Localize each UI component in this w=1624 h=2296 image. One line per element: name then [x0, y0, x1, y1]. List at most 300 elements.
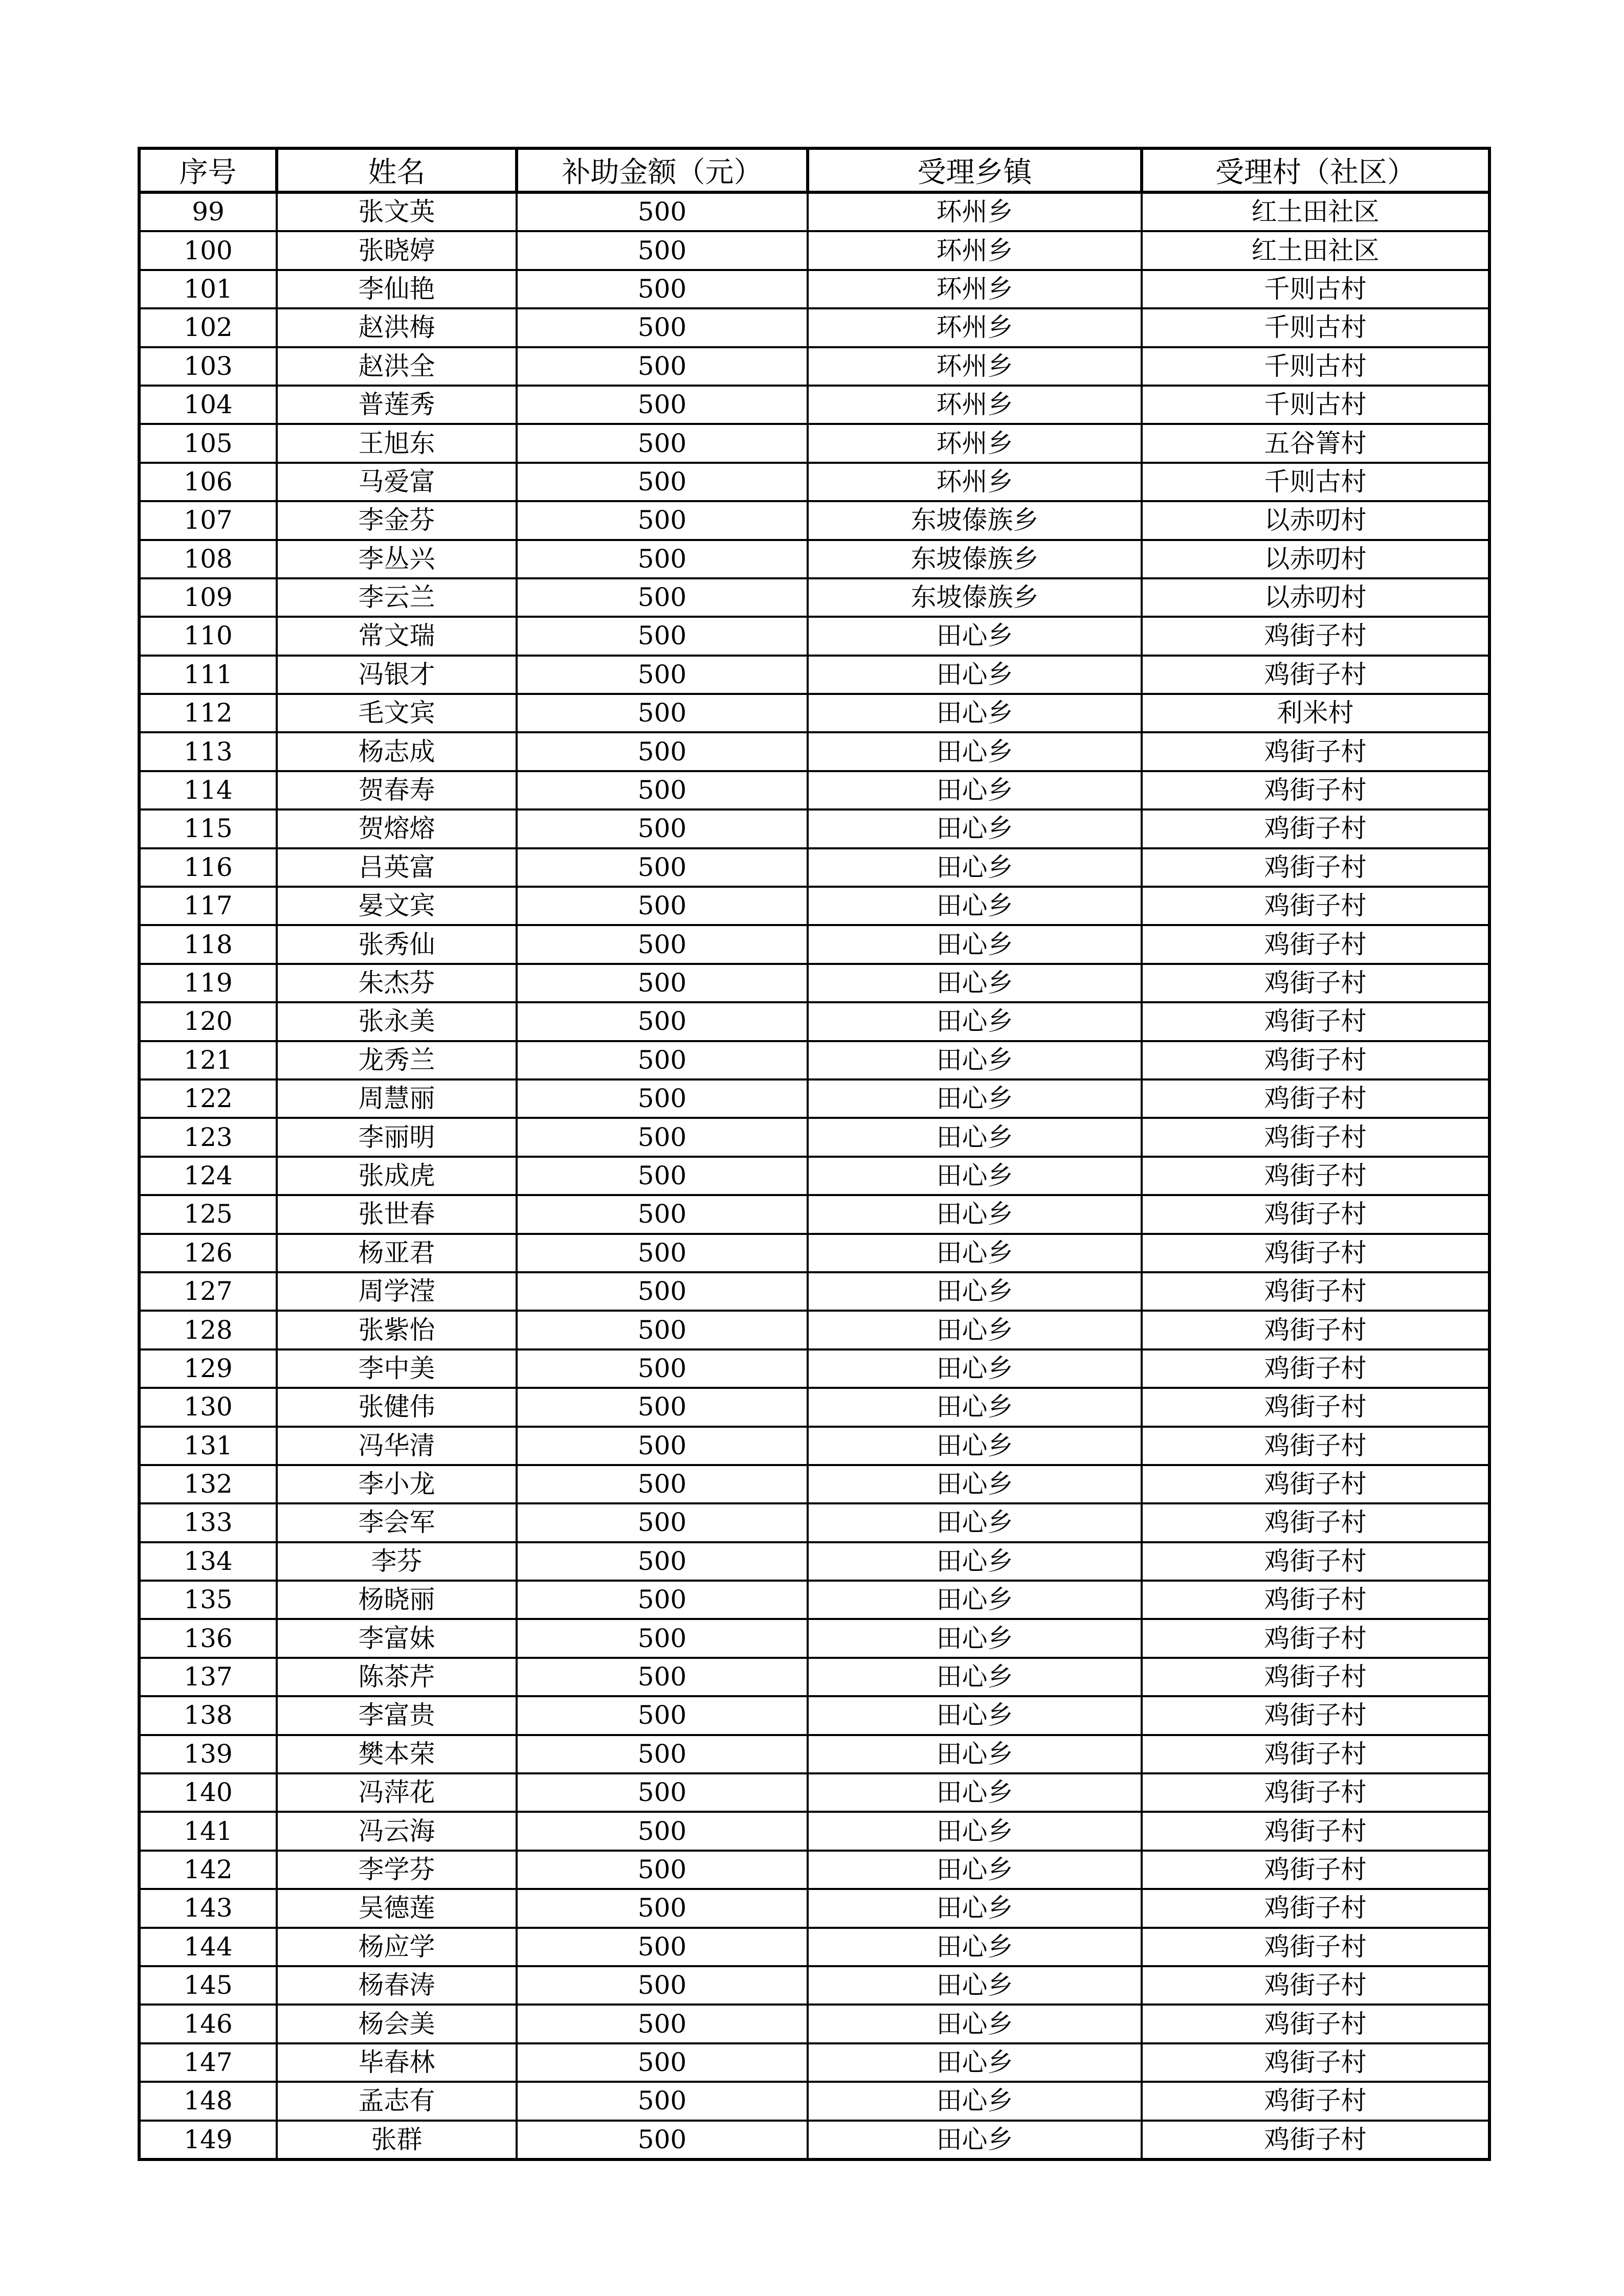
name-cell: 马爱富 [277, 463, 517, 501]
name-cell: 张成虎 [277, 1157, 517, 1195]
serial-number-cell: 145 [139, 1966, 277, 2005]
township-cell: 田心乡 [808, 1696, 1142, 1735]
township-cell: 环州乡 [808, 308, 1142, 347]
village-cell: 千则古村 [1142, 270, 1489, 308]
name-cell: 杨志成 [277, 732, 517, 771]
township-cell: 田心乡 [808, 617, 1142, 655]
table-row [139, 1118, 1489, 1156]
serial-number-cell: 110 [139, 617, 277, 655]
name-cell: 杨会美 [277, 2005, 517, 2043]
name-cell: 朱杰芬 [277, 964, 517, 1002]
village-cell: 鸡街子村 [1142, 1079, 1489, 1118]
name-cell: 张晓婷 [277, 231, 517, 269]
serial-number-cell: 122 [139, 1079, 277, 1118]
subsidy-amount-cell: 500 [517, 1118, 808, 1156]
village-cell: 鸡街子村 [1142, 1619, 1489, 1657]
township-cell: 田心乡 [808, 1773, 1142, 1812]
serial-number-cell: 119 [139, 964, 277, 1002]
village-cell: 鸡街子村 [1142, 1696, 1489, 1735]
township-cell: 田心乡 [808, 1427, 1142, 1465]
village-cell: 鸡街子村 [1142, 732, 1489, 771]
township-cell: 田心乡 [808, 1966, 1142, 2005]
township-cell: 田心乡 [808, 2121, 1142, 2159]
table-row [139, 463, 1489, 501]
village-cell: 鸡街子村 [1142, 656, 1489, 694]
name-cell: 冯云海 [277, 1812, 517, 1850]
township-cell: 田心乡 [808, 1118, 1142, 1156]
subsidy-amount-cell: 500 [517, 231, 808, 269]
header-serial-number: 序号 [139, 148, 277, 192]
table-row [139, 501, 1489, 539]
subsidy-amount-cell: 500 [517, 1966, 808, 2005]
village-cell: 鸡街子村 [1142, 617, 1489, 655]
serial-number-cell: 143 [139, 1889, 277, 1927]
village-cell: 鸡街子村 [1142, 809, 1489, 848]
table-row [139, 1002, 1489, 1041]
serial-number-cell: 99 [139, 192, 277, 231]
name-cell: 张世春 [277, 1195, 517, 1233]
serial-number-cell: 136 [139, 1619, 277, 1657]
village-cell: 鸡街子村 [1142, 1427, 1489, 1465]
name-cell: 杨亚君 [277, 1234, 517, 1272]
township-cell: 东坡傣族乡 [808, 501, 1142, 539]
subsidy-amount-cell: 500 [517, 1696, 808, 1735]
table-header [139, 148, 1489, 192]
table-row [139, 1851, 1489, 1889]
header-row [139, 148, 1489, 192]
township-cell: 田心乡 [808, 1889, 1142, 1927]
village-cell: 鸡街子村 [1142, 1542, 1489, 1581]
name-cell: 李仙艳 [277, 270, 517, 308]
serial-number-cell: 138 [139, 1696, 277, 1735]
name-cell: 毕春林 [277, 2043, 517, 2082]
subsidy-amount-cell: 500 [517, 1851, 808, 1889]
header-township: 受理乡镇 [808, 148, 1142, 192]
subsidy-amount-cell: 500 [517, 501, 808, 539]
serial-number-cell: 135 [139, 1581, 277, 1619]
township-cell: 田心乡 [808, 1581, 1142, 1619]
table-row [139, 2121, 1489, 2159]
village-cell: 鸡街子村 [1142, 1465, 1489, 1503]
name-cell: 周学滢 [277, 1272, 517, 1311]
name-cell: 龙秀兰 [277, 1041, 517, 1079]
table-row [139, 887, 1489, 925]
township-cell: 田心乡 [808, 2082, 1142, 2120]
village-cell: 以赤叨村 [1142, 501, 1489, 539]
serial-number-cell: 107 [139, 501, 277, 539]
name-cell: 冯银才 [277, 656, 517, 694]
table-row [139, 1889, 1489, 1927]
township-cell: 田心乡 [808, 1658, 1142, 1696]
village-cell: 鸡街子村 [1142, 887, 1489, 925]
subsidy-amount-cell: 500 [517, 1427, 808, 1465]
village-cell: 鸡街子村 [1142, 2043, 1489, 2082]
village-cell: 鸡街子村 [1142, 1812, 1489, 1850]
table-row [139, 1581, 1489, 1619]
table-body [139, 192, 1489, 2159]
serial-number-cell: 100 [139, 231, 277, 269]
serial-number-cell: 108 [139, 540, 277, 578]
subsidy-amount-cell: 500 [517, 2043, 808, 2082]
table-row [139, 1349, 1489, 1388]
table-row [139, 1542, 1489, 1581]
name-cell: 李丽明 [277, 1118, 517, 1156]
subsidy-amount-cell: 500 [517, 732, 808, 771]
township-cell: 田心乡 [808, 732, 1142, 771]
subsidy-amount-cell: 500 [517, 1619, 808, 1657]
serial-number-cell: 103 [139, 347, 277, 386]
table-row [139, 732, 1489, 771]
township-cell: 环州乡 [808, 270, 1142, 308]
serial-number-cell: 123 [139, 1118, 277, 1156]
subsidy-amount-cell: 500 [517, 463, 808, 501]
table-row [139, 925, 1489, 963]
serial-number-cell: 126 [139, 1234, 277, 1272]
village-cell: 鸡街子村 [1142, 1851, 1489, 1889]
village-cell: 鸡街子村 [1142, 964, 1489, 1002]
serial-number-cell: 147 [139, 2043, 277, 2082]
township-cell: 田心乡 [808, 2005, 1142, 2043]
subsidy-amount-cell: 500 [517, 1735, 808, 1773]
township-cell: 田心乡 [808, 1388, 1142, 1426]
table-row [139, 2082, 1489, 2120]
serial-number-cell: 113 [139, 732, 277, 771]
township-cell: 田心乡 [808, 1272, 1142, 1311]
table-row [139, 2043, 1489, 2082]
name-cell: 常文瑞 [277, 617, 517, 655]
subsidy-amount-cell: 500 [517, 308, 808, 347]
serial-number-cell: 129 [139, 1349, 277, 1388]
township-cell: 田心乡 [808, 887, 1142, 925]
village-cell: 鸡街子村 [1142, 1773, 1489, 1812]
table-row [139, 809, 1489, 848]
serial-number-cell: 124 [139, 1157, 277, 1195]
subsidy-amount-cell: 500 [517, 540, 808, 578]
name-cell: 张永美 [277, 1002, 517, 1041]
subsidy-amount-cell: 500 [517, 192, 808, 231]
subsidy-amount-cell: 500 [517, 1503, 808, 1542]
table-row [139, 1234, 1489, 1272]
subsidy-amount-cell: 500 [517, 771, 808, 809]
township-cell: 田心乡 [808, 809, 1142, 848]
village-cell: 鸡街子村 [1142, 1349, 1489, 1388]
serial-number-cell: 137 [139, 1658, 277, 1696]
township-cell: 田心乡 [808, 1503, 1142, 1542]
table-row [139, 1503, 1489, 1542]
village-cell: 鸡街子村 [1142, 771, 1489, 809]
subsidy-amount-cell: 500 [517, 1658, 808, 1696]
name-cell: 李小龙 [277, 1465, 517, 1503]
subsidy-amount-cell: 500 [517, 694, 808, 732]
township-cell: 田心乡 [808, 1349, 1142, 1388]
serial-number-cell: 104 [139, 386, 277, 424]
name-cell: 王旭东 [277, 424, 517, 462]
serial-number-cell: 114 [139, 771, 277, 809]
serial-number-cell: 131 [139, 1427, 277, 1465]
village-cell: 鸡街子村 [1142, 1388, 1489, 1426]
name-cell: 李富妹 [277, 1619, 517, 1657]
serial-number-cell: 116 [139, 848, 277, 887]
subsidy-amount-cell: 500 [517, 1581, 808, 1619]
township-cell: 田心乡 [808, 1195, 1142, 1233]
serial-number-cell: 146 [139, 2005, 277, 2043]
serial-number-cell: 109 [139, 578, 277, 617]
township-cell: 田心乡 [808, 1079, 1142, 1118]
subsidy-amount-cell: 500 [517, 1195, 808, 1233]
name-cell: 李中美 [277, 1349, 517, 1388]
serial-number-cell: 149 [139, 2121, 277, 2159]
table-row [139, 1388, 1489, 1426]
subsidy-amount-cell: 500 [517, 386, 808, 424]
village-cell: 鸡街子村 [1142, 1966, 1489, 2005]
subsidy-amount-cell: 500 [517, 848, 808, 887]
subsidy-amount-cell: 500 [517, 1157, 808, 1195]
serial-number-cell: 121 [139, 1041, 277, 1079]
name-cell: 冯萍花 [277, 1773, 517, 1812]
village-cell: 千则古村 [1142, 308, 1489, 347]
township-cell: 田心乡 [808, 1465, 1142, 1503]
name-cell: 赵洪全 [277, 347, 517, 386]
subsidy-amount-cell: 500 [517, 1311, 808, 1349]
table-row [139, 1966, 1489, 2005]
township-cell: 田心乡 [808, 1851, 1142, 1889]
table-row [139, 540, 1489, 578]
table-row [139, 848, 1489, 887]
village-cell: 鸡街子村 [1142, 1928, 1489, 1966]
subsidy-amount-cell: 500 [517, 347, 808, 386]
serial-number-cell: 117 [139, 887, 277, 925]
township-cell: 东坡傣族乡 [808, 578, 1142, 617]
township-cell: 田心乡 [808, 656, 1142, 694]
table-row [139, 192, 1489, 231]
subsidy-amount-cell: 500 [517, 2082, 808, 2120]
township-cell: 田心乡 [808, 1542, 1142, 1581]
township-cell: 东坡傣族乡 [808, 540, 1142, 578]
serial-number-cell: 102 [139, 308, 277, 347]
village-cell: 鸡街子村 [1142, 1002, 1489, 1041]
table-row [139, 308, 1489, 347]
serial-number-cell: 142 [139, 1851, 277, 1889]
table-row [139, 1157, 1489, 1195]
name-cell: 普莲秀 [277, 386, 517, 424]
village-cell: 红土田社区 [1142, 231, 1489, 269]
township-cell: 田心乡 [808, 925, 1142, 963]
name-cell: 孟志有 [277, 2082, 517, 2120]
village-cell: 鸡街子村 [1142, 1735, 1489, 1773]
subsidy-amount-cell: 500 [517, 1388, 808, 1426]
village-cell: 鸡街子村 [1142, 1658, 1489, 1696]
township-cell: 田心乡 [808, 1735, 1142, 1773]
subsidy-amount-cell: 500 [517, 1889, 808, 1927]
subsidy-amount-cell: 500 [517, 2005, 808, 2043]
subsidy-amount-cell: 500 [517, 1234, 808, 1272]
village-cell: 千则古村 [1142, 463, 1489, 501]
township-cell: 田心乡 [808, 1157, 1142, 1195]
village-cell: 鸡街子村 [1142, 2082, 1489, 2120]
village-cell: 以赤叨村 [1142, 540, 1489, 578]
name-cell: 晏文宾 [277, 887, 517, 925]
table-row [139, 347, 1489, 386]
serial-number-cell: 134 [139, 1542, 277, 1581]
table-row [139, 1812, 1489, 1850]
subsidy-amount-cell: 500 [517, 2121, 808, 2159]
table-row [139, 1272, 1489, 1311]
village-cell: 红土田社区 [1142, 192, 1489, 231]
township-cell: 田心乡 [808, 1002, 1142, 1041]
subsidy-amount-cell: 500 [517, 1928, 808, 1966]
township-cell: 环州乡 [808, 231, 1142, 269]
name-cell: 杨晓丽 [277, 1581, 517, 1619]
serial-number-cell: 106 [139, 463, 277, 501]
name-cell: 张文英 [277, 192, 517, 231]
village-cell: 鸡街子村 [1142, 1889, 1489, 1927]
township-cell: 环州乡 [808, 424, 1142, 462]
table-row [139, 270, 1489, 308]
serial-number-cell: 105 [139, 424, 277, 462]
name-cell: 李芬 [277, 1542, 517, 1581]
serial-number-cell: 140 [139, 1773, 277, 1812]
village-cell: 利米村 [1142, 694, 1489, 732]
name-cell: 李富贵 [277, 1696, 517, 1735]
township-cell: 田心乡 [808, 1928, 1142, 1966]
village-cell: 鸡街子村 [1142, 2005, 1489, 2043]
name-cell: 赵洪梅 [277, 308, 517, 347]
township-cell: 田心乡 [808, 1234, 1142, 1272]
name-cell: 李会军 [277, 1503, 517, 1542]
subsidy-table [138, 147, 1491, 2161]
subsidy-amount-cell: 500 [517, 578, 808, 617]
subsidy-amount-cell: 500 [517, 1002, 808, 1041]
name-cell: 贺熔熔 [277, 809, 517, 848]
serial-number-cell: 127 [139, 1272, 277, 1311]
village-cell: 鸡街子村 [1142, 1503, 1489, 1542]
name-cell: 陈茶芹 [277, 1658, 517, 1696]
subsidy-amount-cell: 500 [517, 1041, 808, 1079]
serial-number-cell: 120 [139, 1002, 277, 1041]
village-cell: 千则古村 [1142, 386, 1489, 424]
table-row [139, 231, 1489, 269]
village-cell: 鸡街子村 [1142, 925, 1489, 963]
header-name: 姓名 [277, 148, 517, 192]
table-row [139, 617, 1489, 655]
name-cell: 杨应学 [277, 1928, 517, 1966]
name-cell: 贺春寿 [277, 771, 517, 809]
table-row [139, 1079, 1489, 1118]
table-row [139, 1773, 1489, 1812]
township-cell: 田心乡 [808, 1041, 1142, 1079]
serial-number-cell: 118 [139, 925, 277, 963]
township-cell: 田心乡 [808, 771, 1142, 809]
village-cell: 鸡街子村 [1142, 848, 1489, 887]
table-row [139, 1619, 1489, 1657]
serial-number-cell: 133 [139, 1503, 277, 1542]
table-row [139, 1041, 1489, 1079]
serial-number-cell: 144 [139, 1928, 277, 1966]
township-cell: 田心乡 [808, 964, 1142, 1002]
township-cell: 环州乡 [808, 463, 1142, 501]
subsidy-amount-cell: 500 [517, 424, 808, 462]
township-cell: 田心乡 [808, 848, 1142, 887]
header-village: 受理村（社区） [1142, 148, 1489, 192]
subsidy-amount-cell: 500 [517, 1079, 808, 1118]
subsidy-amount-cell: 500 [517, 1349, 808, 1388]
serial-number-cell: 141 [139, 1812, 277, 1850]
table-row [139, 694, 1489, 732]
name-cell: 李学芬 [277, 1851, 517, 1889]
table-row [139, 1465, 1489, 1503]
table-row [139, 1735, 1489, 1773]
header-subsidy-amount: 补助金额（元） [517, 148, 808, 192]
name-cell: 张健伟 [277, 1388, 517, 1426]
township-cell: 田心乡 [808, 1619, 1142, 1657]
name-cell: 张群 [277, 2121, 517, 2159]
township-cell: 环州乡 [808, 192, 1142, 231]
village-cell: 鸡街子村 [1142, 1195, 1489, 1233]
serial-number-cell: 132 [139, 1465, 277, 1503]
township-cell: 田心乡 [808, 2043, 1142, 2082]
subsidy-amount-cell: 500 [517, 925, 808, 963]
table-row [139, 424, 1489, 462]
subsidy-amount-cell: 500 [517, 1465, 808, 1503]
township-cell: 环州乡 [808, 347, 1142, 386]
table-row [139, 578, 1489, 617]
subsidy-amount-cell: 500 [517, 1773, 808, 1812]
table-row [139, 1658, 1489, 1696]
village-cell: 鸡街子村 [1142, 1157, 1489, 1195]
village-cell: 五谷箐村 [1142, 424, 1489, 462]
subsidy-amount-cell: 500 [517, 809, 808, 848]
name-cell: 李金芬 [277, 501, 517, 539]
name-cell: 吕英富 [277, 848, 517, 887]
serial-number-cell: 125 [139, 1195, 277, 1233]
table-row [139, 1696, 1489, 1735]
name-cell: 毛文宾 [277, 694, 517, 732]
name-cell: 周慧丽 [277, 1079, 517, 1118]
serial-number-cell: 148 [139, 2082, 277, 2120]
village-cell: 以赤叨村 [1142, 578, 1489, 617]
table-row [139, 1427, 1489, 1465]
subsidy-amount-cell: 500 [517, 270, 808, 308]
name-cell: 杨春涛 [277, 1966, 517, 2005]
village-cell: 鸡街子村 [1142, 1118, 1489, 1156]
township-cell: 田心乡 [808, 1812, 1142, 1850]
table-row [139, 386, 1489, 424]
serial-number-cell: 115 [139, 809, 277, 848]
village-cell: 鸡街子村 [1142, 1581, 1489, 1619]
village-cell: 鸡街子村 [1142, 1041, 1489, 1079]
table-row [139, 964, 1489, 1002]
name-cell: 张秀仙 [277, 925, 517, 963]
subsidy-amount-cell: 500 [517, 887, 808, 925]
table-row [139, 1195, 1489, 1233]
subsidy-amount-cell: 500 [517, 1542, 808, 1581]
subsidy-amount-cell: 500 [517, 1272, 808, 1311]
village-cell: 鸡街子村 [1142, 1234, 1489, 1272]
name-cell: 李云兰 [277, 578, 517, 617]
name-cell: 李丛兴 [277, 540, 517, 578]
village-cell: 鸡街子村 [1142, 1272, 1489, 1311]
subsidy-amount-cell: 500 [517, 964, 808, 1002]
name-cell: 樊本荣 [277, 1735, 517, 1773]
serial-number-cell: 111 [139, 656, 277, 694]
serial-number-cell: 112 [139, 694, 277, 732]
name-cell: 吴德莲 [277, 1889, 517, 1927]
township-cell: 环州乡 [808, 386, 1142, 424]
subsidy-amount-cell: 500 [517, 617, 808, 655]
township-cell: 田心乡 [808, 694, 1142, 732]
name-cell: 张紫怡 [277, 1311, 517, 1349]
village-cell: 千则古村 [1142, 347, 1489, 386]
